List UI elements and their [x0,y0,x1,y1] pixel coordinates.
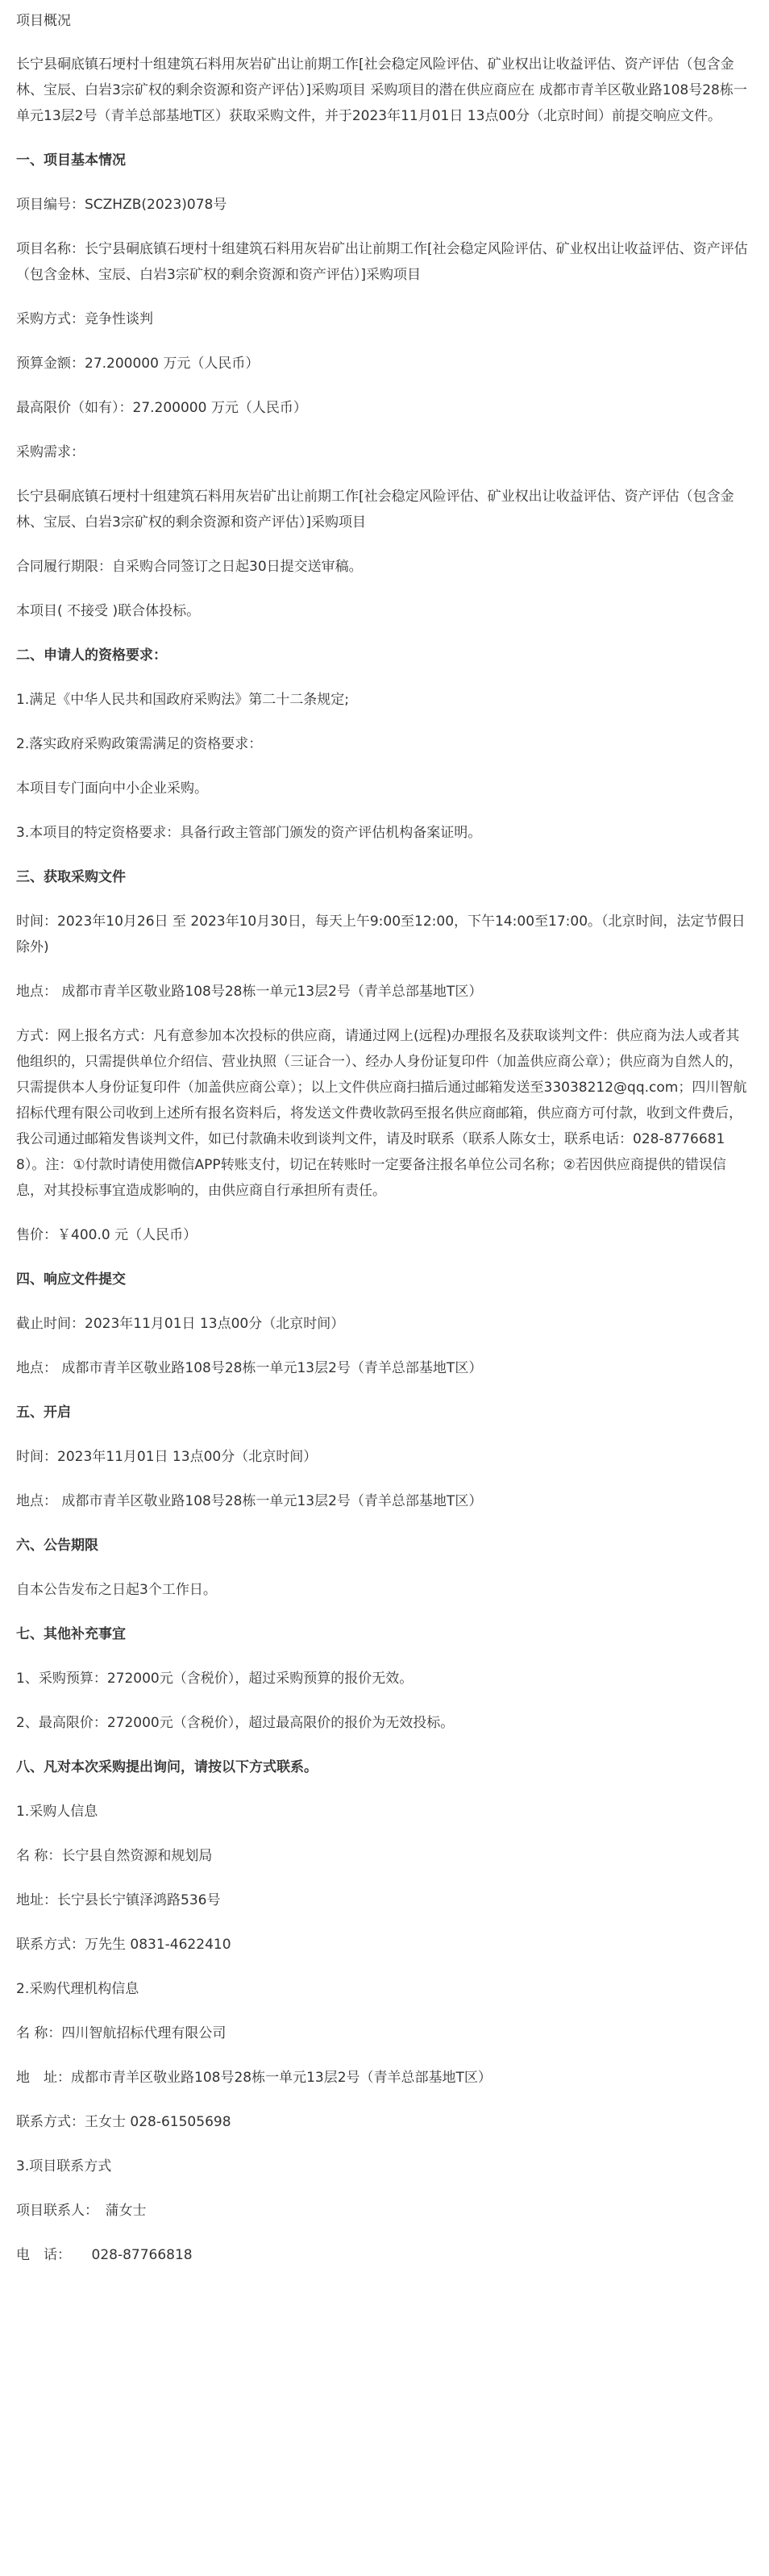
obtain-time: 时间：2023年10月26日 至 2023年10月30日，每天上午9:00至12:00，下午14:00至17:00。（北京时间，法定节假日除外) [16,913,746,955]
requirement-1: 1.满足《中华人民共和国政府采购法》第二十二条规定; [16,692,349,708]
overview-title: 项目概况 [16,13,71,29]
procurement-method: 采购方式：竞争性谈判 [16,311,153,327]
agent-contact: 联系方式：王女士 028-61505698 [16,2114,231,2130]
document-price: 售价：￥400.0 元（人民币） [16,1227,197,1243]
section2-heading: 二、申请人的资格要求： [16,647,167,664]
section6-heading: 六、公告期限 [16,1538,98,1554]
obtain-place: 地点： 成都市青羊区敬业路108号28栋一单元13层2号（青羊总部基地T区） [16,984,483,1000]
opening-time: 时间：2023年11月01日 13点00分（北京时间） [16,1449,318,1465]
section7-heading: 七、其他补充事宜 [16,1626,126,1642]
buyer-info-title: 1.采购人信息 [16,1804,98,1820]
max-price: 最高限价（如有）：27.200000 万元（人民币） [16,400,307,416]
buyer-address: 地址：长宁县长宁镇泽鸿路536号 [16,1892,221,1908]
buyer-name: 名 称：长宁县自然资源和规划局 [16,1848,213,1864]
project-contact-person: 项目联系人： 蒲女士 [16,2203,147,2219]
overview-paragraph: 长宁县硐底镇石埂村十组建筑石料用灰岩矿出让前期工作[社会稳定风险评估、矿业权出让收益评估、资产评估（包含金林、宝辰、白岩3宗矿权的剩余资源和资产评估）]采购项目 采购项目的潜在供应商应在 成都市青羊区敬业路108号28栋一单元13层2号（青羊总部基地T区）获取采购文件，并于2023年11月01日 13点00分（北京时间）前提交响应文件。 [16,56,747,124]
opening-place: 地点： 成都市青羊区敬业路108号28栋一单元13层2号（青羊总部基地T区） [16,1493,483,1509]
project-name: 项目名称：长宁县硐底镇石埂村十组建筑石料用灰岩矿出让前期工作[社会稳定风险评估、矿业权出让收益评估、资产评估（包含金林、宝辰、白岩3宗矿权的剩余资源和资产评估）]采购项目 [16,241,748,283]
requirement-3: 3.本项目的特定资格要求：具备行政主管部门颁发的资产评估机构备案证明。 [16,825,482,841]
agent-info-title: 2.采购代理机构信息 [16,1981,139,1997]
requirement-2: 2.落实政府采购政策需满足的资格要求： [16,736,263,752]
contract-period: 合同履行期限：自采购合同签订之日起30日提交送审稿。 [16,559,363,575]
supplement-item-2: 2、最高限价：272000元（含税价），超过最高限价的报价为无效投标。 [16,1715,455,1731]
demand-label: 采购需求： [16,444,85,460]
budget-amount: 预算金额：27.200000 万元（人民币） [16,356,260,372]
supplement-item-1: 1、采购预算：272000元（含税价），超过采购预算的报价无效。 [16,1671,414,1687]
submission-place: 地点： 成都市青羊区敬业路108号28栋一单元13层2号（青羊总部基地T区） [16,1360,483,1376]
notice-period: 自本公告发布之日起3个工作日。 [16,1582,217,1598]
section4-heading: 四、响应文件提交 [16,1271,126,1288]
consortium-note: 本项目( 不接受 )联合体投标。 [16,603,201,619]
submission-deadline: 截止时间：2023年11月01日 13点00分（北京时间） [16,1316,345,1332]
section8-heading: 八、凡对本次采购提出询问，请按以下方式联系。 [16,1759,318,1775]
project-number: 项目编号：SCZHZB(2023)078号 [16,197,227,213]
project-contact-title: 3.项目联系方式 [16,2158,112,2174]
agent-address: 地 址：成都市青羊区敬业路108号28栋一单元13层2号（青羊总部基地T区） [16,2070,492,2086]
project-contact-phone: 电 话： 028-87766818 [16,2247,193,2263]
buyer-contact: 联系方式：万先生 0831-4622410 [16,1937,231,1953]
requirement-2-detail: 本项目专门面向中小企业采购。 [16,780,208,797]
section5-heading: 五、开启 [16,1405,71,1421]
agent-name: 名 称：四川智航招标代理有限公司 [16,2025,227,2041]
demand-text: 长宁县硐底镇石埂村十组建筑石料用灰岩矿出让前期工作[社会稳定风险评估、矿业权出让收益评估、资产评估（包含金林、宝辰、白岩3宗矿权的剩余资源和资产评估）]采购项目 [16,489,734,531]
obtain-method: 方式：网上报名方式：凡有意参加本次投标的供应商，请通过网上(远程)办理报名及获取谈判文件：供应商为法人或者其他组织的，只需提供单位介绍信、营业执照（三证合一）、经办人身份证复印件（加盖供应商公章）；供应商为自然人的，只需提供本人身份证复印件（加盖供应商公章）；以上文件供应商扫描后通过邮箱发送至33038212@qq.com；四川智航招标代理有限公司收到上述所有报名资料后，将发送文件费收款码至报名供应商邮箱，供应商方可付款，收到文件费后，我公司通过邮箱发售谈判文件，如已付款确未收到谈判文件，请及时联系（联系人陈女士，联系电话：028-87766818）。注：①付款时请使用微信APP转账支付，切记在转账时一定要备注报名单位公司名称；②若因供应商提供的错误信息，对其投标事宜造成影响的，由供应商自行承担所有责任。 [16,1028,747,1199]
section3-heading: 三、获取采购文件 [16,869,126,885]
section1-heading: 一、项目基本情况 [16,152,126,169]
